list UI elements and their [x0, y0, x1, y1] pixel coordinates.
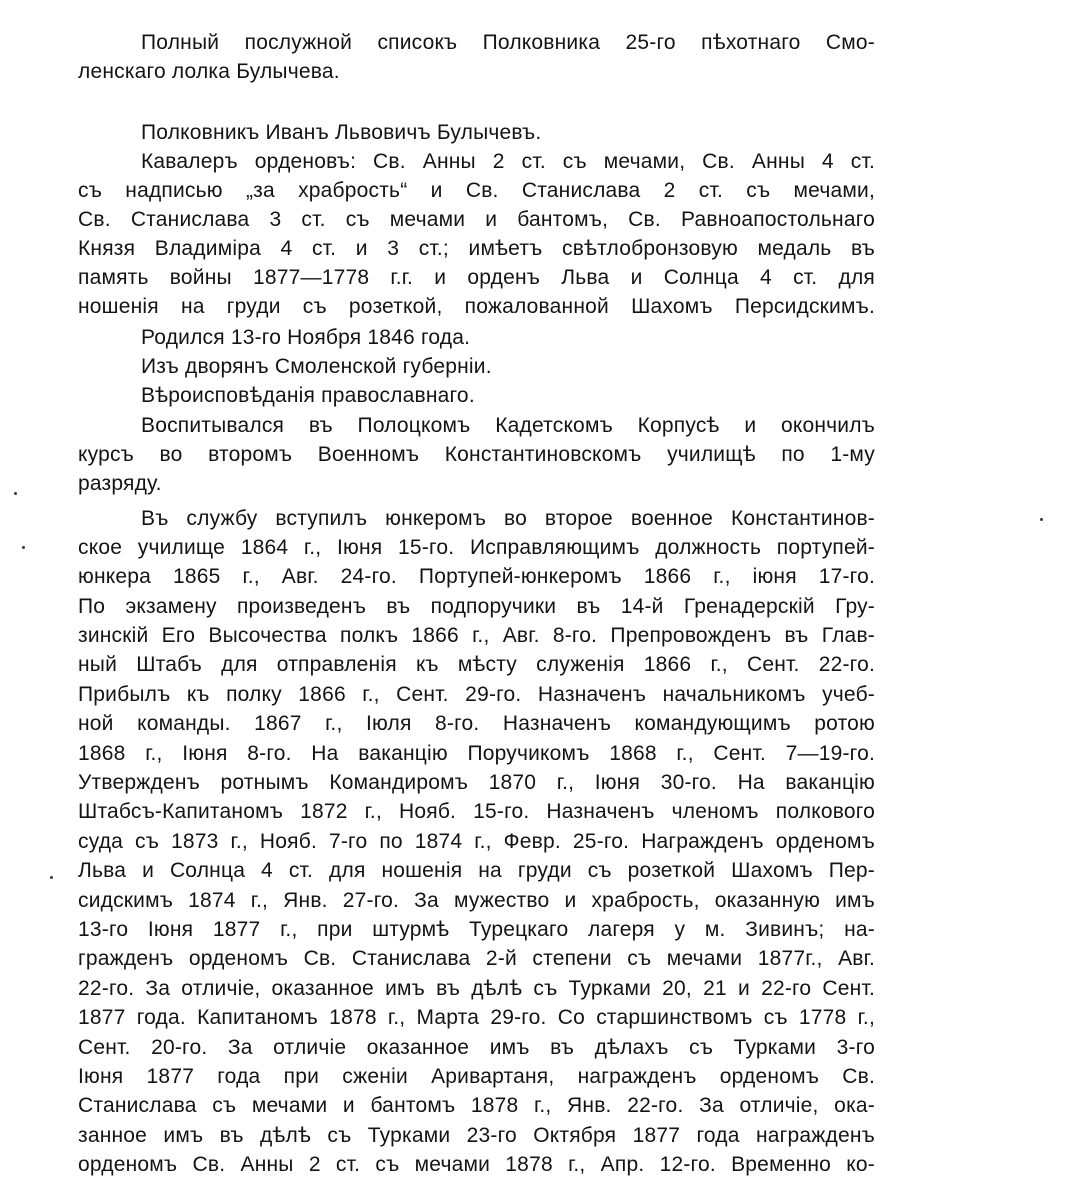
service-line-14: сидскимъ 1874 г., Янв. 27-го. За мужество и храбрость, оказанную имъ	[78, 889, 875, 912]
decorations-line-5: память войны 1877—1778 г.г. и орденъ Льва и Солнца 4 ст. для	[78, 266, 875, 289]
service-line-7: Прибылъ къ полку 1866 г., Сент. 29-го. Назначенъ начальникомъ учеб-	[78, 683, 875, 706]
service-line-22: занное имъ въ дѣлѣ съ Турками 23-го Октября 1877 года награжденъ	[78, 1124, 875, 1147]
officer-name: Полковникъ Иванъ Львовичъ Булычевъ.	[141, 121, 542, 144]
service-line-11: Штабсъ-Капитаномъ 1872 г., Нояб. 15-го. Назначенъ членомъ полкового	[78, 800, 875, 823]
service-line-23: орденомъ Св. Анны 2 ст. съ мечами 1878 г., Апр. 12-го. Временно ко-	[78, 1153, 875, 1176]
service-line-16: гражденъ орденомъ Св. Станислава 2-й степени съ мечами 1877г., Авг.	[78, 947, 875, 970]
education-line-3: разряду.	[78, 472, 162, 495]
birth-date: Родился 13-го Ноября 1846 года.	[141, 326, 471, 349]
service-line-19: Сент. 20-го. За отличіе оказанное имъ въ дѣлахъ съ Турками 3-го	[78, 1036, 875, 1059]
decorations-line-3: Св. Станислава 3 ст. съ мечами и бантомъ, Св. Равноапостольнаго	[78, 208, 875, 231]
service-line-13: Льва и Солнца 4 ст. для ношенія на груди съ розеткой Шахомъ Пер-	[78, 859, 875, 882]
scan-speck	[14, 492, 17, 495]
decorations-line-4: Князя Владиміра 4 ст. и 3 ст.; имѣетъ свѣтлобронзовую медаль въ	[78, 237, 875, 260]
education-line-2: курсъ во второмъ Военномъ Константиновскомъ училищѣ по 1-му	[78, 443, 875, 466]
service-line-2: ское училище 1864 г., Іюня 15-го. Исправляющимъ должность портупей-	[78, 536, 875, 559]
decorations-line-1: Кавалеръ орденовъ: Св. Анны 2 ст. съ мечами, Св. Анны 4 ст.	[141, 150, 875, 173]
scan-speck	[50, 876, 53, 879]
decorations-line-6: ношенія на груди съ розеткой, пожалованной Шахомъ Персидскимъ.	[78, 295, 875, 318]
title-line-2: ленскаго лолка Булычева.	[78, 60, 340, 83]
estate: Изъ дворянъ Смоленской губерніи.	[141, 355, 492, 378]
religion: Вѣроисповѣданія православнаго.	[141, 384, 475, 407]
service-line-20: Іюня 1877 года при сженіи Аривартаня, награжденъ орденомъ Св.	[78, 1065, 875, 1088]
service-line-21: Станислава съ мечами и бантомъ 1878 г., Янв. 22-го. За отличіе, ока-	[78, 1094, 875, 1117]
service-line-1: Въ службу вступилъ юнкеромъ во второе военное Константинов-	[141, 507, 875, 530]
service-line-12: суда съ 1873 г., Нояб. 7-го по 1874 г., Февр. 25-го. Награжденъ орденомъ	[78, 830, 875, 853]
service-line-9: 1868 г., Іюня 8-го. На ваканцію Поручикомъ 1868 г., Сент. 7—19-го.	[78, 742, 875, 765]
service-line-3: юнкера 1865 г., Авг. 24-го. Портупей-юнкеромъ 1866 г., іюня 17-го.	[78, 565, 875, 588]
service-line-6: ный Штабъ для отправленія къ мѣсту служенія 1866 г., Сент. 22-го.	[78, 653, 875, 676]
service-line-15: 13-го Іюня 1877 г., при штурмѣ Турецкаго лагеря у м. Зивинъ; на-	[78, 918, 875, 941]
service-line-17: 22-го. За отличіе, оказанное имъ въ дѣлѣ съ Турками 20, 21 и 22-го Сент.	[78, 977, 875, 1000]
service-line-4: По экзамену произведенъ въ подпоручики въ 14-й Гренадерскій Гру-	[78, 595, 875, 618]
decorations-line-2: съ надписью „за храбрость“ и Св. Станислава 2 ст. съ мечами,	[78, 179, 875, 202]
education-line-1: Воспитывался въ Полоцкомъ Кадетскомъ Корпусѣ и окончилъ	[141, 414, 875, 437]
title-line-1: Полный послужной списокъ Полковника 25-го пѣхотнаго Смо-	[141, 31, 875, 54]
scan-speck	[1040, 518, 1043, 521]
service-line-8: ной команды. 1867 г., Іюля 8-го. Назначенъ командующимъ ротою	[78, 712, 875, 735]
service-line-10: Утвержденъ ротнымъ Командиромъ 1870 г., Іюня 30-го. На ваканцію	[78, 771, 875, 794]
service-line-5: зинскій Его Высочества полкъ 1866 г., Авг. 8-го. Препровожденъ въ Глав-	[78, 624, 875, 647]
scan-speck	[22, 546, 25, 549]
service-line-18: 1877 года. Капитаномъ 1878 г., Марта 29-го. Со старшинствомъ съ 1778 г.,	[78, 1006, 875, 1029]
